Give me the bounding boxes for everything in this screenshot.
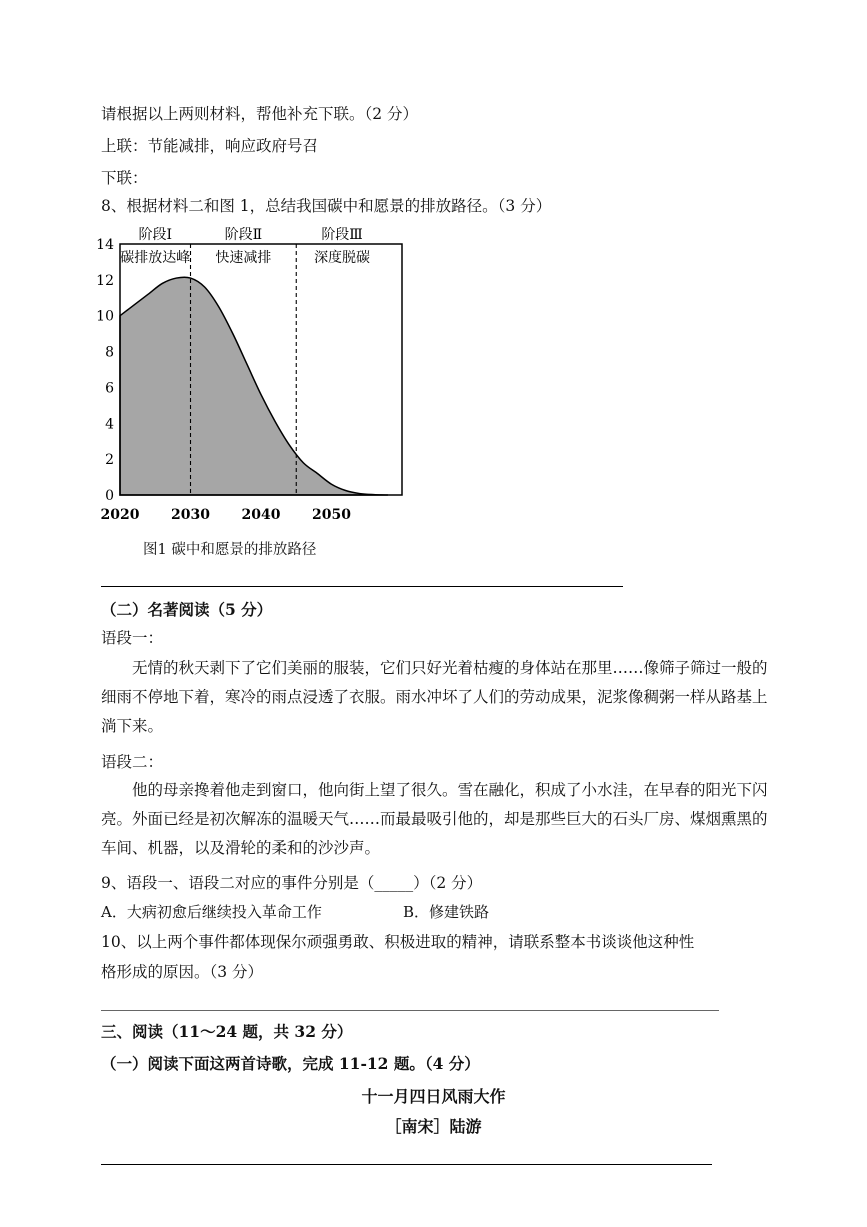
q9-answer-blank[interactable]: _____ bbox=[374, 874, 414, 892]
phase-description: 碳排放达峰 bbox=[120, 250, 191, 266]
emission-path-chart bbox=[95, 224, 415, 534]
y-tick-label: 8 bbox=[105, 344, 114, 361]
phase-labels bbox=[120, 227, 370, 266]
question-10-line2: 格形成的原因。（3 分） bbox=[101, 963, 264, 981]
y-tick-label: 0 bbox=[105, 488, 114, 504]
segment-1-text: 无情的秋天剥下了它们美丽的服装，它们只好光着枯瘦的身体站在那里……像筛子筛过一般的细雨不停地下着，寒冷的雨点浸透了衣服。雨水冲坏了人们的劳动成果，泥浆像稠粥一样从路基上淌下来。 bbox=[101, 659, 768, 735]
question-9 bbox=[101, 873, 482, 893]
section-3-title: 三、阅读（11～24 题，共 32 分） bbox=[101, 1022, 353, 1041]
x-tick-label: 2050 bbox=[312, 507, 351, 523]
y-tick-label: 2 bbox=[105, 452, 114, 469]
option-a: A．大病初愈后继续投入革命工作 bbox=[101, 903, 322, 921]
y-tick-label: 12 bbox=[96, 272, 114, 289]
lower-couplet-label: 下联： bbox=[101, 169, 148, 187]
phase-description: 快速减排 bbox=[215, 250, 272, 266]
q9-prefix: 9、语段一、语段二对应的事件分别是（ bbox=[101, 874, 375, 892]
y-tick-label: 14 bbox=[96, 237, 114, 253]
emission-area bbox=[120, 277, 388, 495]
answer-line-3 bbox=[101, 1164, 712, 1165]
option-b: B．修建铁路 bbox=[403, 903, 490, 921]
question-10-line1: 10、以上两个事件都体现保尔顽强勇敢、积极进取的精神，请联系整本书谈谈他这种性 bbox=[101, 933, 695, 951]
y-tick-label: 10 bbox=[96, 308, 114, 325]
segment-2-label: 语段二： bbox=[101, 753, 164, 771]
section-2-title: （二）名著阅读（5 分） bbox=[101, 600, 273, 619]
instruction-line: 请根据以上两则材料，帮他补充下联。（2 分） bbox=[101, 105, 419, 123]
question-8: 8、根据材料二和图 1，总结我国碳中和愿景的排放路径。（3 分） bbox=[101, 197, 552, 215]
poem-title: 十一月四日风雨大作 bbox=[361, 1087, 506, 1106]
x-tick-label: 2040 bbox=[241, 507, 281, 523]
phase-name: 阶段Ⅰ bbox=[138, 227, 173, 243]
segment-2-text: 他的母亲搀着他走到窗口，他向街上望了很久。雪在融化，积成了小水洼，在早春的阳光下闪亮。外面已经是初次解冻的温暖天气……而最最吸引他的，却是那些巨大的石头厂房、煤烟熏黑的车间、机器，以及滑轮的柔和的沙沙声。 bbox=[101, 781, 768, 857]
x-tick-label: 2030 bbox=[171, 507, 210, 523]
q9-suffix: ）（2 分） bbox=[413, 874, 483, 892]
phase-name: 阶段Ⅲ bbox=[321, 227, 363, 243]
y-tick-labels bbox=[96, 237, 114, 504]
y-tick-label: 6 bbox=[105, 380, 114, 397]
x-tick-labels bbox=[101, 507, 352, 523]
x-tick-label: 2020 bbox=[100, 507, 140, 523]
chart-caption-text: 图1 碳中和愿景的排放路径 bbox=[143, 542, 317, 558]
poem-author: ［南宋］陆游 bbox=[385, 1117, 482, 1136]
phase-description: 深度脱碳 bbox=[314, 250, 371, 266]
subsection-1-title: （一）阅读下面这两首诗歌，完成 11-12 题。（4 分） bbox=[101, 1054, 480, 1073]
answer-line-2 bbox=[101, 1010, 719, 1011]
upper-couplet: 上联：节能减排，响应政府号召 bbox=[101, 137, 319, 155]
phase-name: 阶段Ⅱ bbox=[224, 227, 263, 243]
answer-line bbox=[101, 586, 623, 587]
y-tick-label: 4 bbox=[105, 416, 114, 433]
segment-1-label: 语段一： bbox=[101, 629, 164, 647]
